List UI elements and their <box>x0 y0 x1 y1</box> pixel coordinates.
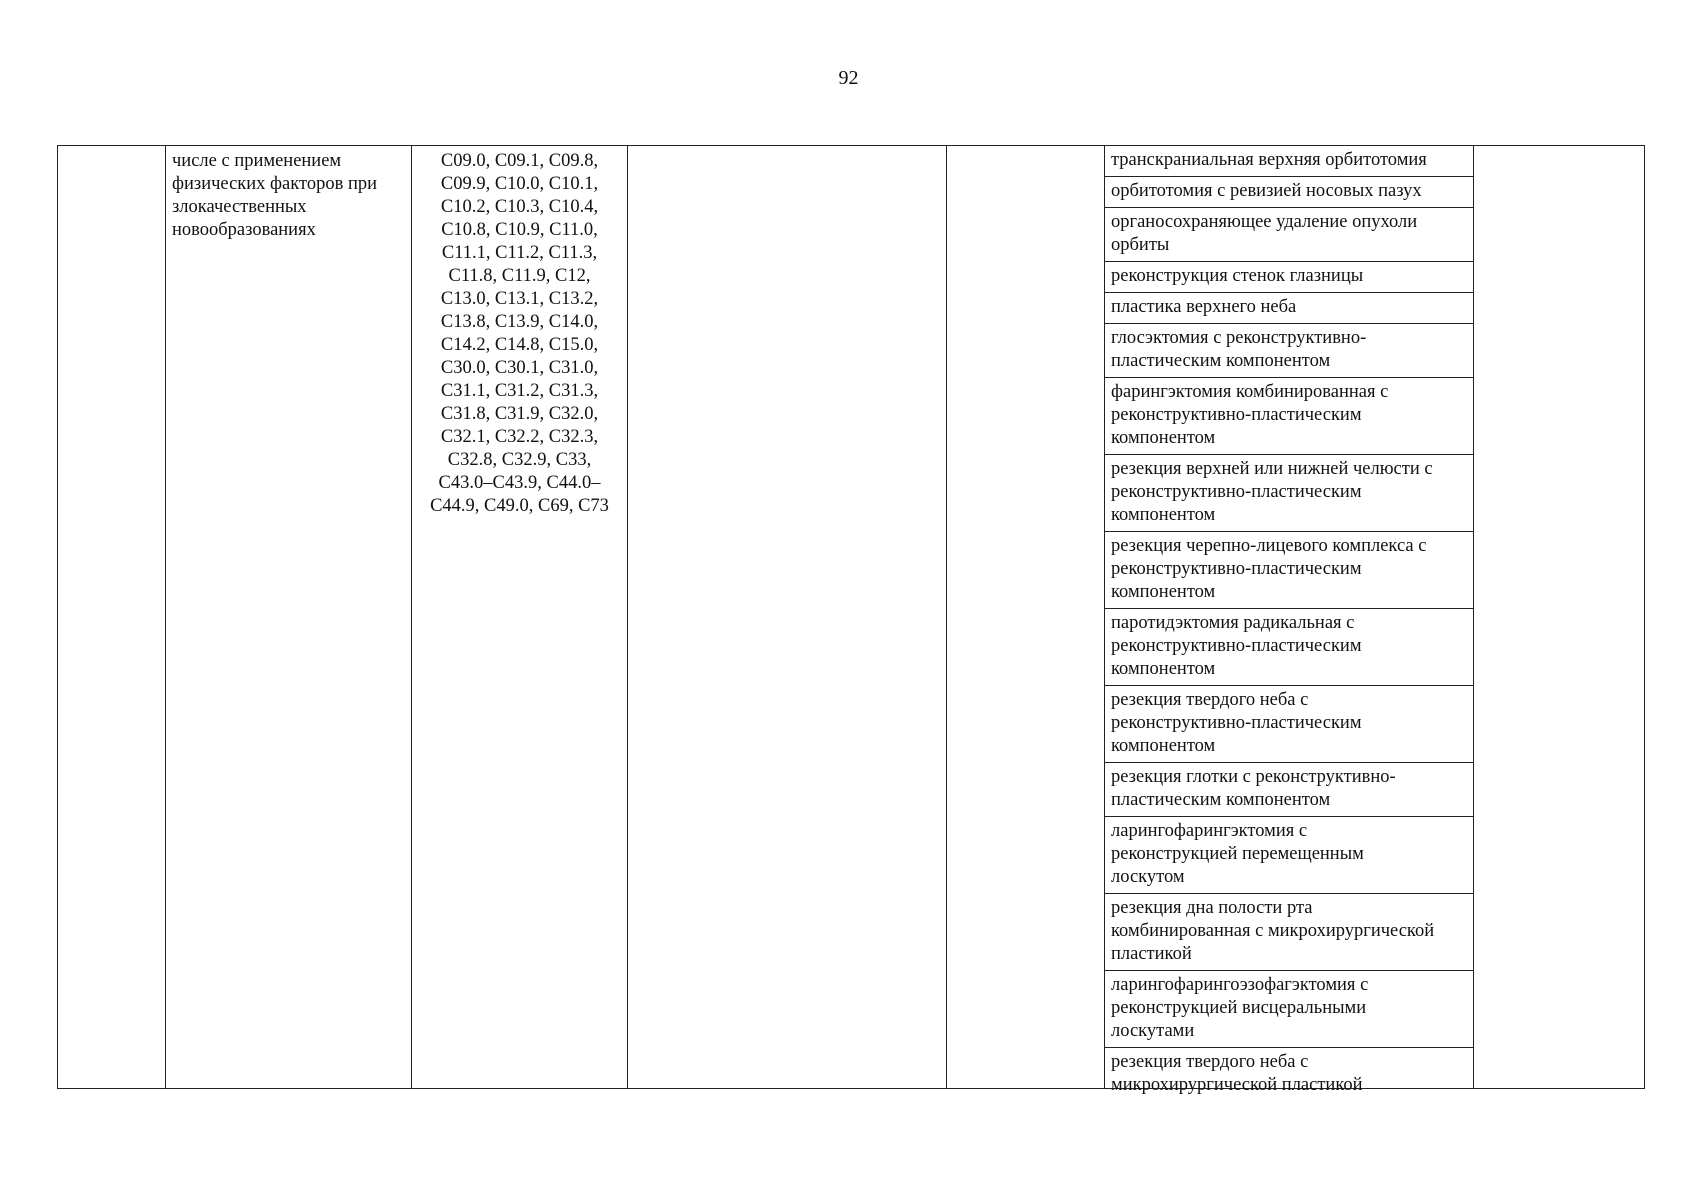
procedure-text-line: орбиты <box>1111 235 1170 255</box>
procedure-row <box>1105 177 1473 208</box>
procedure-text-line: реконструктивно-пластическим <box>1111 636 1362 656</box>
procedure-row <box>1105 146 1473 177</box>
icd-code-line: C10.2, C10.3, C10.4, <box>440 197 599 217</box>
procedure-text-line: реконструктивно-пластическим <box>1111 405 1362 425</box>
procedure-text-line: компонентом <box>1111 659 1216 679</box>
icd-codes-cell <box>412 146 628 1088</box>
procedure-row <box>1105 763 1473 817</box>
procedure-text-line: ларингофарингоэзофагэктомия с <box>1111 975 1369 995</box>
condition-text-line: злокачественных <box>172 197 307 217</box>
icd-code-line: C31.1, C31.2, C31.3, <box>440 381 599 401</box>
procedure-text-line: лоскутами <box>1111 1021 1195 1041</box>
procedures-cell <box>1105 146 1474 1095</box>
icd-code-line: C10.8, C10.9, C11.0, <box>441 220 598 240</box>
procedure-row <box>1105 324 1473 378</box>
icd-code-line: C44.9, C49.0, C69, C73 <box>430 496 609 516</box>
procedure-text-line: реконструктивно-пластическим <box>1111 482 1362 502</box>
table-cell-empty-5 <box>947 146 1105 1088</box>
procedure-text-line: ларингофарингэктомия с <box>1111 821 1308 841</box>
procedure-text-line: пластика верхнего неба <box>1111 297 1297 317</box>
procedure-text-line: транскраниальная верхняя орбитотомия <box>1111 150 1427 170</box>
procedure-row <box>1105 894 1473 971</box>
procedure-text-line: резекция черепно-лицевого комплекса с <box>1111 536 1427 556</box>
procedure-text-line: лоскутом <box>1111 867 1185 887</box>
condition-text-line: числе с применением <box>172 151 342 171</box>
icd-code-line: C13.0, C13.1, C13.2, <box>440 289 599 309</box>
procedure-text-line: пластическим компонентом <box>1111 790 1331 810</box>
procedure-row <box>1105 208 1473 262</box>
procedure-text-line: паротидэктомия радикальная с <box>1111 613 1355 633</box>
icd-code-line: C32.8, C32.9, C33, <box>447 450 592 470</box>
procedure-text-line: резекция твердого неба с <box>1111 690 1309 710</box>
procedure-row <box>1105 609 1473 686</box>
icd-code-line: C11.1, C11.2, C11.3, <box>441 243 598 263</box>
procedure-text-line: реконструкцией перемещенным <box>1111 844 1364 864</box>
page-number: 92 <box>838 67 859 89</box>
procedure-text-line: комбинированная с микрохирургической <box>1111 921 1435 941</box>
icd-code-line: C30.0, C30.1, C31.0, <box>440 358 599 378</box>
procedure-text-line: фарингэктомия комбинированная с <box>1111 382 1389 402</box>
condition-text-line: новообразованиях <box>172 220 316 240</box>
procedure-row <box>1105 817 1473 894</box>
procedure-text-line: реконструктивно-пластическим <box>1111 559 1362 579</box>
procedure-row <box>1105 293 1473 324</box>
procedure-text-line: пластическим компонентом <box>1111 351 1331 371</box>
procedure-text-line: реконструктивно-пластическим <box>1111 713 1362 733</box>
icd-code-line: C09.0, C09.1, C09.8, <box>440 151 599 171</box>
procedure-text-line: резекция дна полости рта <box>1111 898 1313 918</box>
procedure-text-line: компонентом <box>1111 736 1216 756</box>
procedure-text-line: резекция верхней или нижней челюсти с <box>1111 459 1433 479</box>
procedure-text-line: пластикой <box>1111 944 1192 964</box>
procedure-text-line: органосохраняющее удаление опухоли <box>1111 212 1418 232</box>
condition-cell <box>166 146 412 1088</box>
procedure-row <box>1105 262 1473 293</box>
procedure-text-line: микрохирургической пластикой <box>1111 1075 1363 1095</box>
icd-code-line: C13.8, C13.9, C14.0, <box>440 312 599 332</box>
condition-text-line: физических факторов при <box>172 174 377 194</box>
procedure-row <box>1105 455 1473 532</box>
procedure-text-line: орбитотомия с ревизией носовых пазух <box>1111 181 1422 201</box>
procedure-text-line: реконструкцией висцеральными <box>1111 998 1367 1018</box>
table-cell-empty-1 <box>58 146 166 1088</box>
procedure-text-line: резекция глотки с реконструктивно- <box>1111 767 1396 787</box>
table-cell-empty-4 <box>628 146 947 1088</box>
table-cell-empty-7 <box>1474 146 1644 1088</box>
procedure-text-line: компонентом <box>1111 582 1216 602</box>
procedure-text-line: реконструкция стенок глазницы <box>1111 266 1364 286</box>
icd-code-line: C11.8, C11.9, C12, <box>448 266 591 286</box>
icd-code-line: C09.9, C10.0, C10.1, <box>440 174 599 194</box>
procedure-text-line: глосэктомия с реконструктивно- <box>1111 328 1367 348</box>
procedure-row <box>1105 971 1473 1048</box>
procedure-text-line: компонентом <box>1111 428 1216 448</box>
procedure-row <box>1105 532 1473 609</box>
procedure-text-line: компонентом <box>1111 505 1216 525</box>
procedure-text-line: резекция твердого неба с <box>1111 1052 1309 1072</box>
procedures-table <box>57 145 1645 1095</box>
procedure-row <box>1105 378 1473 455</box>
icd-code-line: C43.0–C43.9, C44.0– <box>438 473 601 493</box>
icd-code-line: C31.8, C31.9, C32.0, <box>440 404 599 424</box>
icd-code-line: C32.1, C32.2, C32.3, <box>440 427 599 447</box>
icd-code-line: C14.2, C14.8, C15.0, <box>440 335 599 355</box>
procedure-row <box>1105 686 1473 763</box>
procedure-row <box>1105 1048 1473 1101</box>
